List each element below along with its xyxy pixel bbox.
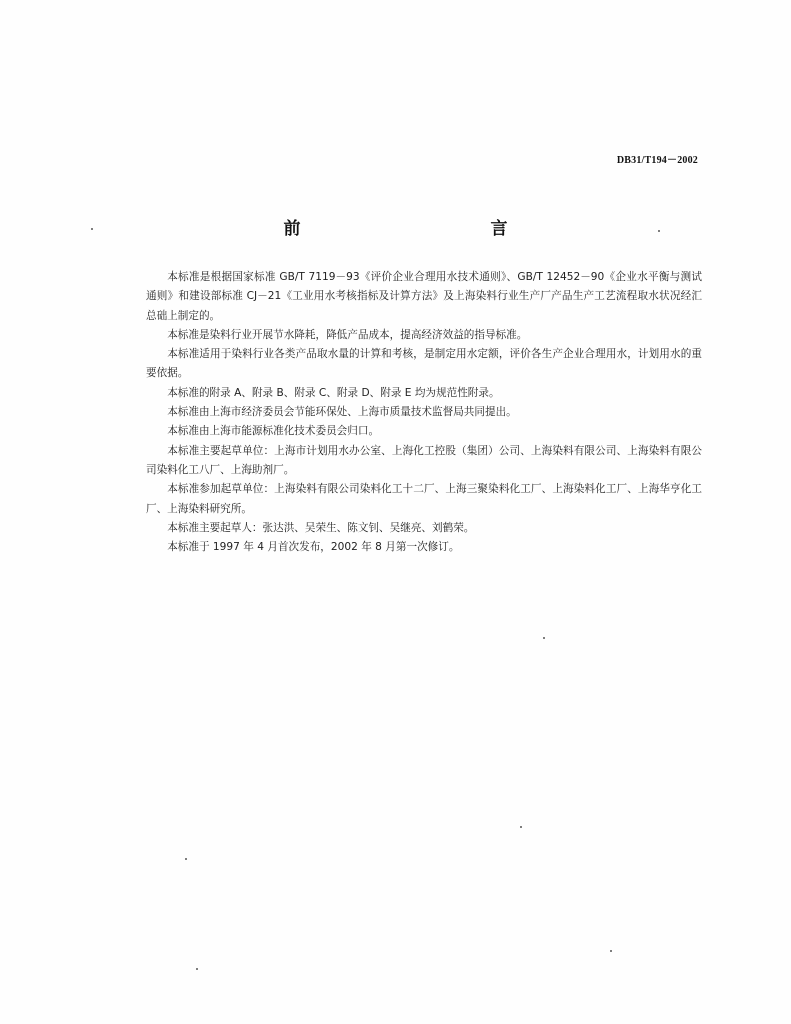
paragraph-basis: 本标准是根据国家标准 GB/T 7119－93《评价企业合理用水技术通则》、GB/T 12452－90《企业水平衡与测试通则》和建设部标准 CJ－21《工业用水考核指标及计算方法》及上海染料行业生产厂产品生产工艺流程取水状况经汇总础上制定的。 bbox=[146, 271, 702, 322]
scan-speck bbox=[520, 826, 522, 828]
scan-speck bbox=[185, 858, 187, 860]
paragraph-drafting-persons: 本标准主要起草人：张达洪、吴荣生、陈文钊、吴继亮、刘鹤荣。 bbox=[167, 521, 475, 534]
scan-speck bbox=[610, 950, 612, 952]
paragraph-main-drafters: 本标准主要起草单位：上海市计划用水办公室、上海化工控股（集团）公司、上海染料有限公司、上海染料有限公司染料化工八厂、上海助剂厂。 bbox=[146, 444, 702, 476]
paragraph-proposer: 本标准由上海市经济委员会节能环保处、上海市质量技术监督局共同提出。 bbox=[167, 406, 517, 419]
scan-speck bbox=[196, 968, 198, 970]
paragraph-participating-drafters: 本标准参加起草单位：上海染料有限公司染料化工十二厂、上海三聚染料化工厂、上海染料化工厂、上海华亨化工厂、上海染料研究所。 bbox=[146, 483, 702, 515]
scan-speck bbox=[91, 228, 93, 230]
paragraph-history: 本标准于 1997 年 4 月首次发布，2002 年 8 月第一次修订。 bbox=[167, 541, 460, 554]
scan-speck bbox=[543, 637, 545, 639]
paragraph-purpose: 本标准是染料行业开展节水降耗，降低产品成本，提高经济效益的指导标准。 bbox=[167, 328, 528, 341]
paragraph-scope: 本标准适用于染料行业各类产品取水量的计算和考核，是制定用水定额，评价各生产企业合理用水，计划用水的重要依据。 bbox=[146, 348, 702, 380]
document-code: DB31/T194－2002 bbox=[616, 155, 698, 166]
paragraph-appendices: 本标准的附录 A、附录 B、附录 C、附录 D、附录 E 均为规范性附录。 bbox=[167, 386, 500, 399]
paragraph-administration: 本标准由上海市能源标准化技术委员会归口。 bbox=[167, 425, 380, 438]
foreword-body bbox=[146, 268, 702, 557]
page-title: 前 言 bbox=[283, 219, 560, 239]
scan-speck bbox=[658, 230, 660, 232]
